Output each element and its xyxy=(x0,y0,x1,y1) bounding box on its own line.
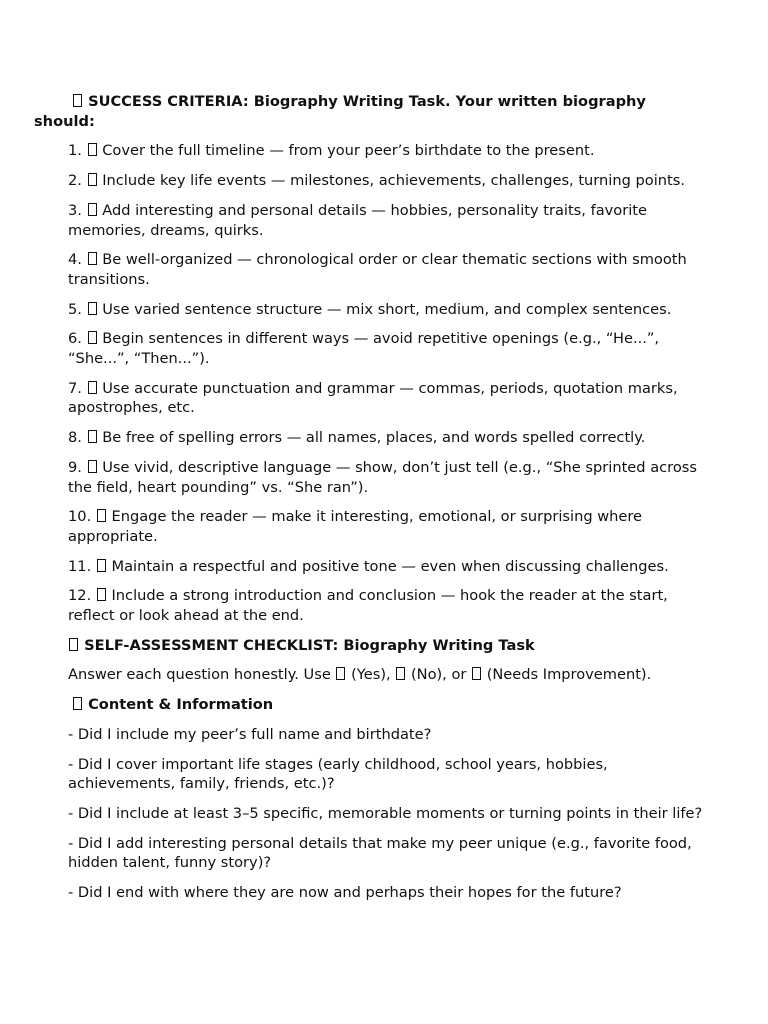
checklist-question: - Did I include my peer’s full name and birthdate? xyxy=(68,725,432,743)
criteria-item: 2. Include key life events — milestones, achievements, challenges, turning points. xyxy=(68,172,685,190)
missing-glyph-icon xyxy=(97,509,106,522)
criteria-item: 8. Be free of spelling errors — all names, places, and words spelled correctly. xyxy=(68,429,646,447)
criteria-item: 6. Begin sentences in different ways — avoid repetitive openings (e.g., “He...”, “She...”, “Then...”). xyxy=(68,330,660,368)
missing-glyph-icon xyxy=(88,143,97,156)
checklist-question: - Did I add interesting personal details that make my peer unique (e.g., favorite food, hidden talent, funny story)? xyxy=(68,834,692,872)
missing-glyph-icon xyxy=(88,331,97,344)
missing-glyph-icon xyxy=(88,252,97,265)
criteria-item: 5. Use varied sentence structure — mix short, medium, and complex sentences. xyxy=(68,300,672,318)
criteria-item: 4. Be well-organized — chronological order or clear thematic sections with smooth transitions. xyxy=(68,251,687,288)
no-mark-icon xyxy=(396,667,405,680)
criteria-item: 11. Maintain a respectful and positive tone — even when discussing challenges. xyxy=(68,557,669,575)
content-information-heading: Content & Information xyxy=(72,695,712,715)
checklist-instructions: Answer each question honestly. Use (Yes), (No), or (Needs Improvement). xyxy=(68,666,652,684)
missing-glyph-icon xyxy=(88,381,97,394)
checklist-question: - Did I end with where they are now and perhaps their hopes for the future? xyxy=(68,884,622,902)
missing-glyph-icon xyxy=(73,697,82,710)
checklist-question: - Did I include at least 3–5 specific, memorable moments or turning points in their life? xyxy=(68,804,703,822)
needs-improvement-mark-icon xyxy=(472,667,481,680)
missing-glyph-icon xyxy=(88,173,97,186)
criteria-item: 9. Use vivid, descriptive language — show, don’t just tell (e.g., “She sprinted across the field, heart pounding” vs. “She ran”). xyxy=(68,458,697,496)
criteria-item: 7. Use accurate punctuation and grammar — commas, periods, quotation marks, apostrophes, etc. xyxy=(68,379,678,417)
missing-glyph-icon xyxy=(69,638,78,651)
missing-glyph-icon xyxy=(97,588,106,601)
missing-glyph-icon xyxy=(88,460,97,473)
criteria-list xyxy=(0,141,768,625)
question-list xyxy=(0,725,768,903)
success-criteria-heading xyxy=(34,92,694,131)
missing-glyph-icon xyxy=(97,559,106,572)
self-assessment-heading: SELF-ASSESSMENT CHECKLIST: Biography Writing Task xyxy=(68,636,718,656)
missing-glyph-icon xyxy=(73,94,82,107)
missing-glyph-icon xyxy=(88,203,97,216)
checklist-question: - Did I cover important life stages (early childhood, school years, hobbies, achievements, family, friends, etc.)? xyxy=(68,755,608,793)
criteria-item: 3. Add interesting and personal details — hobbies, personality traits, favorite memories, dreams, quirks. xyxy=(68,201,647,239)
missing-glyph-icon xyxy=(88,430,97,443)
success-criteria-heading-text: SUCCESS CRITERIA: Biography Writing Task. Your written biography should: xyxy=(34,93,646,130)
criteria-item: 10. Engage the reader — make it interesting, emotional, or surprising where appropriate. xyxy=(68,508,643,545)
yes-mark-icon xyxy=(336,667,345,680)
missing-glyph-icon xyxy=(88,302,97,315)
criteria-item: 1. Cover the full timeline — from your peer’s birthdate to the present. xyxy=(68,142,595,160)
criteria-item: 12. Include a strong introduction and conclusion — hook the reader at the start, reflect or look ahead at the end. xyxy=(68,587,668,625)
